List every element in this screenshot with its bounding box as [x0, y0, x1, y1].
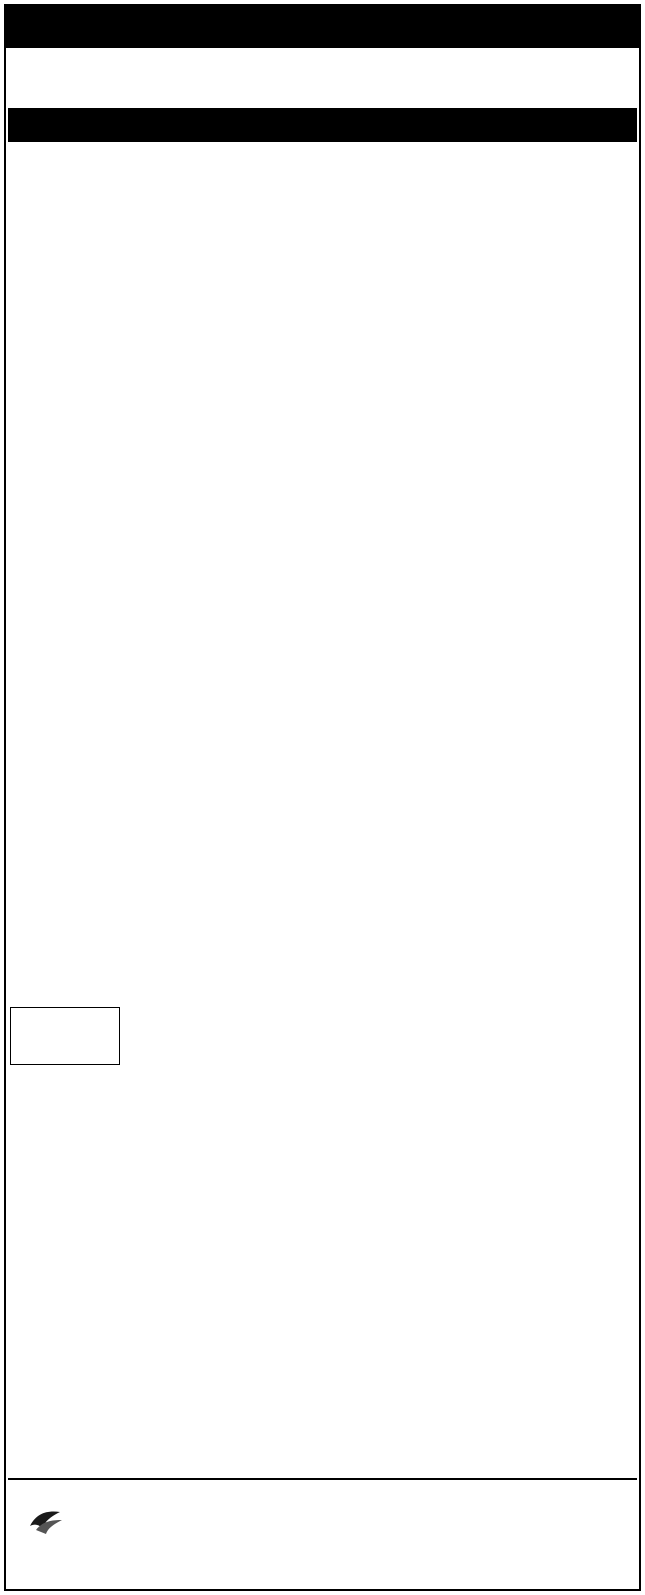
pia-logo: [26, 1500, 72, 1540]
pia-logo-icon: [26, 1500, 66, 1540]
job-title-bar: [8, 108, 637, 142]
page-title: [4, 4, 641, 48]
document-frame: [4, 4, 641, 1591]
age-limit-box: [10, 1007, 120, 1065]
footer-divider: [8, 1478, 637, 1480]
